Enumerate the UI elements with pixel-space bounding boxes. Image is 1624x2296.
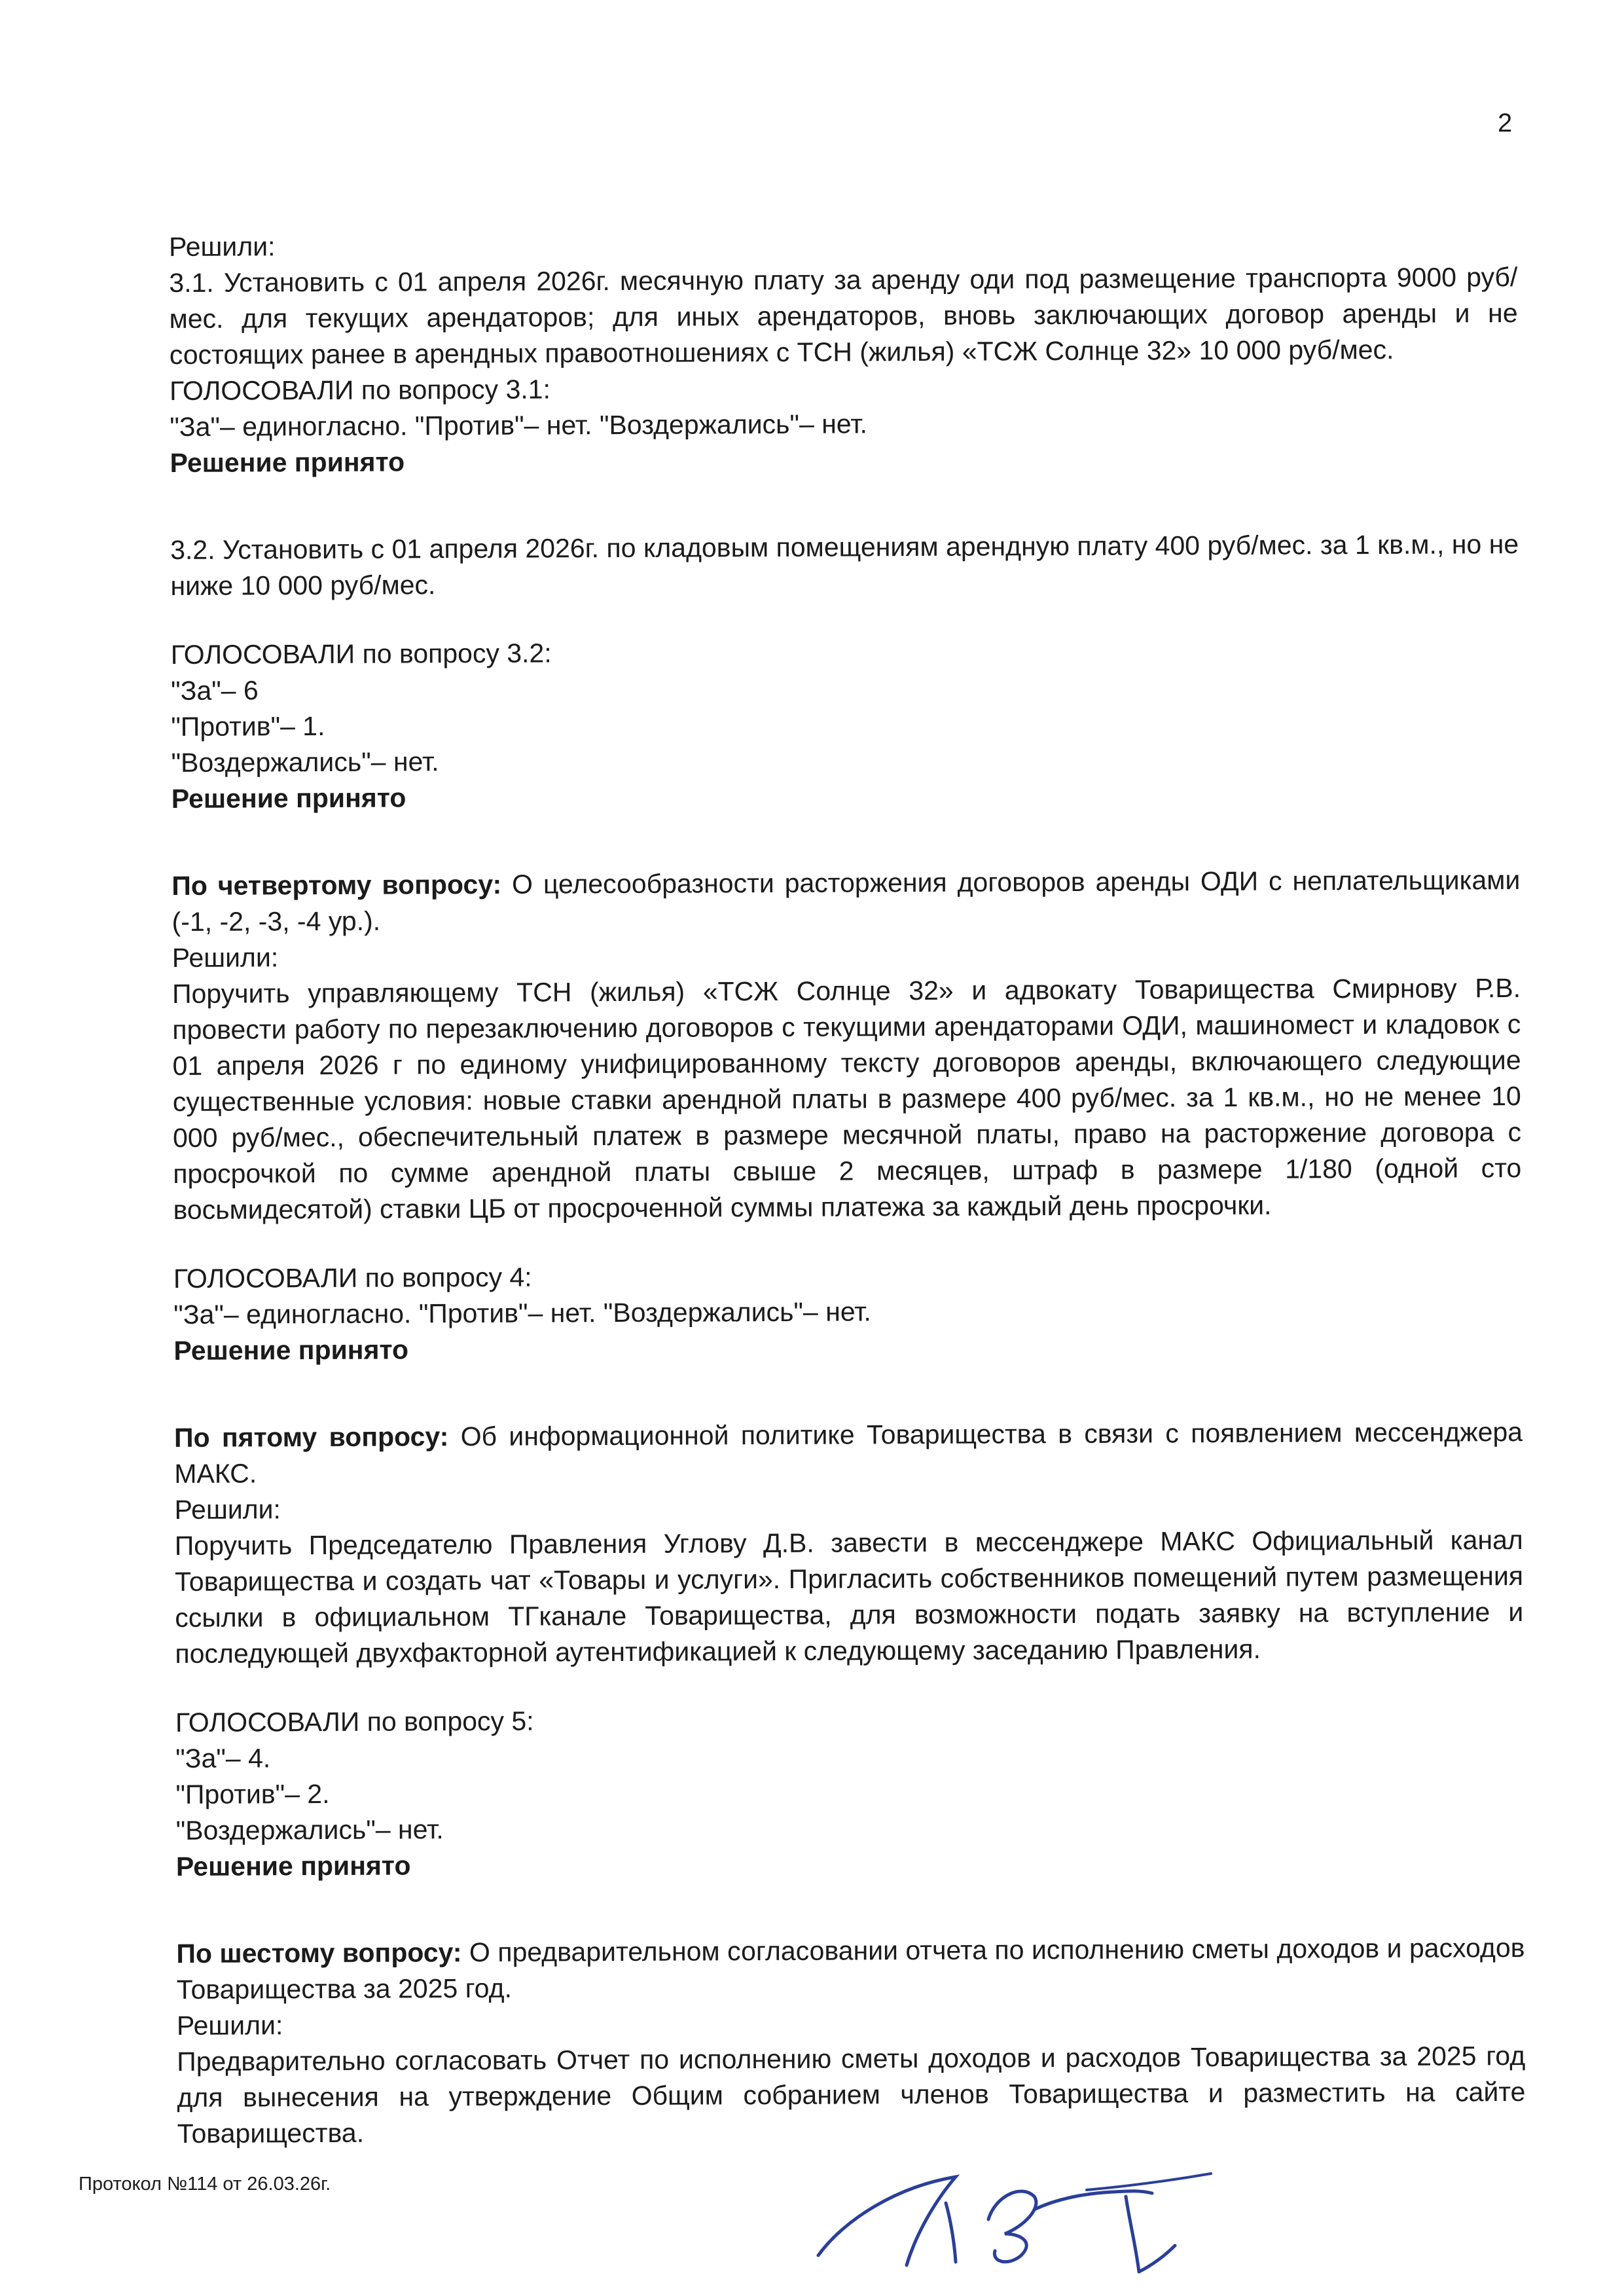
vote-4-result: "За"– единогласно. "Против"– нет. "Воздержались"– нет. <box>173 1296 871 1330</box>
protocol-footer: Протокол №114 от 26.03.26г. <box>79 2174 331 2195</box>
vote-3-1-result: "За"– единогласно. "Против"– нет. "Воздержались"– нет. <box>170 409 868 442</box>
question-4-decision-text: Поручить управляющему ТСН (жилья) «ТСЖ Солнце 32» и адвокату Товарищества Смирнову Р.В. провести работу по перезаключению договоров с текущими арендаторами ОДИ, машиномест и кладовок с 01 апреля 2026 г по единому унифицированному тексту договоров аренды, включающего следующие существенные условия: новые ставки арендной платы в размере 400 руб/мес. за 1 кв.м., но не менее 10 000 руб/мес., обеспечительный платеж в размере месячной платы, право на расторжение договора с просрочкой по сумме арендной платы свыше 2 месяцев, штраф в размере 1/180 (одной сто восьмидесятой) ставки ЦБ от просроченной суммы платежа за каждый день просрочки. <box>171 973 1522 1225</box>
decision-accepted-5: Решение принято <box>175 1850 411 1882</box>
document-body <box>169 223 1526 2152</box>
vote-3-2-against: "Против"– 1. <box>171 710 325 742</box>
signature-icon <box>799 2121 1231 2285</box>
question-5-topic <box>174 1414 1523 1492</box>
vote-5-against: "Против"– 2. <box>175 1778 330 1810</box>
vote-3-2-for: "За"– 6 <box>170 675 259 706</box>
question-4-topic <box>171 862 1520 940</box>
vote-4-title: ГОЛОСОВАЛИ по вопросу 4: <box>173 1262 532 1294</box>
vote-5-title: ГОЛОСОВАЛИ по вопросу 5: <box>175 1705 534 1738</box>
question-6-decision-text: Предварительно согласовать Отчет по исполнению сметы доходов и расходов Товарищества за 2025 год для вынесения на утверждение Общим собранием членов Товарищества и разместить на сайте Товарищества. <box>177 2040 1526 2149</box>
question-4-heading: По четвертому вопросу: <box>171 869 502 901</box>
vote-3-1-title: ГОЛОСОВАЛИ по вопросу 3.1: <box>169 374 551 406</box>
item-3-2-text: 3.2. Установить с 01 апреля 2026г. по кладовым помещениям арендную плату 400 руб/мес. за 1 кв.м., но не ниже 10 000 руб/мес. <box>170 529 1519 601</box>
question-6-topic-text: О предварительном согласовании отчета по исполнению сметы доходов и расходов Товарищества за 2025 год. <box>176 1932 1525 2005</box>
decided-label: Решили: <box>174 1494 281 1525</box>
decision-accepted-3-1: Решение принято <box>170 446 405 478</box>
decided-label: Решили: <box>171 942 279 973</box>
page-number: 2 <box>1498 109 1513 137</box>
decided-label: Решили: <box>169 231 276 262</box>
question-5-topic-text: Об информационной политике Товарищества в связи с появлением мессенджера МАКС. <box>174 1416 1523 1489</box>
vote-3-2-title: ГОЛОСОВАЛИ по вопросу 3.2: <box>170 638 552 670</box>
decided-label: Решили: <box>176 2010 283 2041</box>
decision-accepted-3-2: Решение принято <box>171 782 406 814</box>
question-5-decision-text: Поручить Председателю Правления Углову Д.В. завести в мессенджере МАКС Официальный канал Товарищества и создать чат «Товары и услуги». Пригласить собственников помещений путем размещения ссылки в официальном ТГканале Товарищества, для возможности подать заявку на вступление и последующей двухфакторной аутентификацией к следующему заседанию Правления. <box>174 1524 1524 1669</box>
question-6-heading: По шестому вопросу: <box>176 1937 462 1969</box>
vote-3-2-abstain: "Воздержались"– нет. <box>171 746 439 778</box>
vote-5-abstain: "Воздержались"– нет. <box>175 1814 444 1846</box>
question-4-topic-text: О целесообразности расторжения договоров аренды ОДИ с неплательщиками (-1, -2, -3, -4 ур.). <box>171 865 1521 937</box>
vote-5-for: "За"– 4. <box>175 1743 271 1774</box>
decision-accepted-4: Решение принято <box>173 1334 409 1366</box>
question-6-topic <box>176 1930 1525 2008</box>
question-5-heading: По пятому вопросу: <box>173 1421 449 1453</box>
item-3-1-text: 3.1. Установить с 01 апреля 2026г. месячную плату за аренду оди под размещение транспорта 9000 руб/мес. для текущих арендаторов; для иных арендаторов, вновь заключающих договор аренды и не состоящих ранее в арендных правоотношениях с ТСН (жилья) «ТСЖ Солнце 32» 10 000 руб/мес. <box>169 262 1518 370</box>
